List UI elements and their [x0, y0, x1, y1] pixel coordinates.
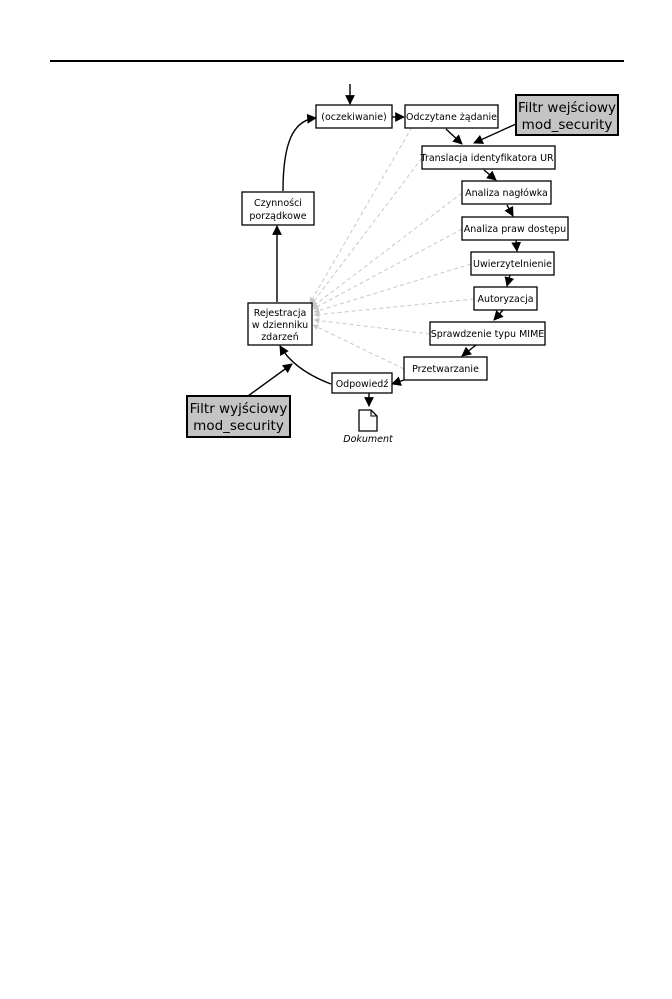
node-translacja-uri: [420, 146, 557, 169]
node-analiza-praw-dostepu: [462, 217, 568, 240]
filter-input: [516, 95, 618, 135]
node-autoryzacja: [474, 287, 537, 310]
document-icon: [359, 410, 377, 431]
node-uwierzytelnienie-label: Uwierzytelnienie: [473, 259, 552, 270]
filter-output: [187, 396, 290, 437]
node-translacja-uri-label: Translacja identyfikatora URI: [420, 153, 557, 164]
node-przetwarzanie: [404, 357, 487, 380]
filter-output-line-1: Filtr wyjściowy: [189, 401, 288, 417]
node-analiza-naglowka-label: Analiza nagłówka: [465, 188, 548, 199]
node-sprawdzenie-typu-mime: [430, 322, 545, 345]
node-sprawdzenie-typu-mime-label: Sprawdzenie typu MIME: [430, 329, 545, 340]
node-autoryzacja-label: Autoryzacja: [477, 294, 534, 305]
node-rejestracja-line-3: zdarzeń: [261, 332, 299, 343]
node-rejestracja-line-2: w dzienniku: [251, 320, 309, 331]
node-oczekiwanie-label: (oczekiwanie): [321, 112, 387, 123]
node-oczekiwanie: [316, 105, 392, 128]
node-uwierzytelnienie: [471, 252, 554, 275]
node-rejestracja-line-1: Rejestracja: [253, 308, 307, 319]
node-odpowiedz-label: Odpowiedź: [335, 379, 389, 390]
node-analiza-naglowka: [462, 181, 551, 204]
node-odczytane-zadanie: [405, 105, 498, 128]
filter-output-line-2: mod_security: [193, 418, 284, 434]
document-label: Dokument: [343, 434, 393, 445]
node-analiza-praw-dostepu-label: Analiza praw dostępu: [463, 224, 567, 235]
node-odpowiedz: [332, 373, 392, 393]
node-czynnosci-line-2: porządkowe: [249, 211, 307, 222]
filter-input-line-1: Filtr wejściowy: [517, 100, 617, 116]
node-odczytane-zadanie-label: Odczytane żądanie: [406, 112, 497, 123]
node-czynnosci-porzadkowe: [242, 192, 314, 225]
node-rejestracja: [248, 303, 312, 345]
filter-input-line-2: mod_security: [521, 117, 613, 133]
node-czynnosci-line-1: Czynności: [254, 198, 302, 209]
node-przetwarzanie-label: Przetwarzanie: [412, 364, 479, 375]
